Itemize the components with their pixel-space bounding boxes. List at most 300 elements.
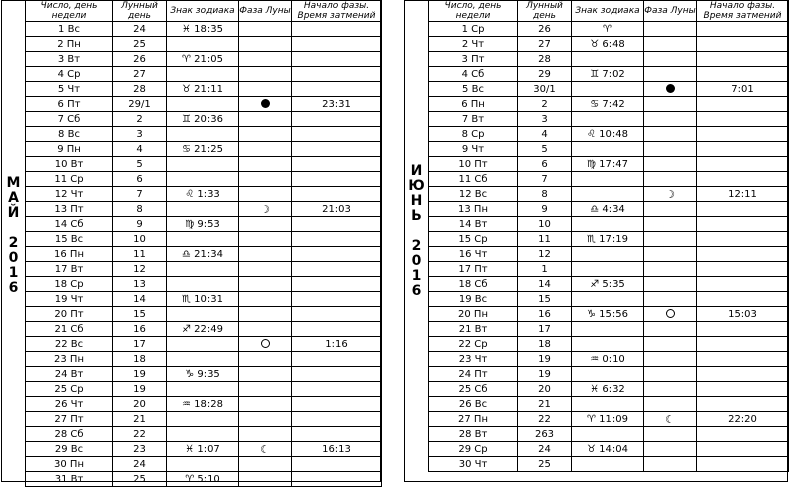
header-phase-start: Начало фазы. Время затмений [292,0,382,22]
zodiac-cell: ♑ 9:35 [167,367,239,382]
june-calendar-panel [404,0,788,482]
month-title-letter: 0 [411,253,422,269]
moon-phase-cell [644,382,697,397]
zodiac-cell [167,172,239,187]
date-cell: 31 Вт [26,472,113,487]
zodiac-cell: ♈ [572,22,644,37]
moon-phase-cell [644,247,697,262]
june-header-row [429,0,789,22]
zodiac-cell: ♒ 18:28 [167,397,239,412]
zodiac-cell: ♍ 9:53 [167,217,239,232]
lunar-day-cell: 21 [113,412,167,427]
phase-time-cell [697,37,789,52]
moon-phase-cell [644,112,697,127]
zodiac-cell: ♉ 6:48 [572,37,644,52]
date-cell: 27 Пн [429,412,518,427]
moon-phase-cell [239,187,292,202]
moon-phase-cell [239,472,292,487]
table-row [26,82,382,97]
phase-time-cell [697,262,789,277]
zodiac-cell [167,277,239,292]
zodiac-cell [572,142,644,157]
lunar-day-cell: 19 [113,367,167,382]
lunar-day-cell: 27 [113,67,167,82]
lunar-day-cell: 17 [113,337,167,352]
header-moon-phase: Фаза Луны [239,0,292,22]
month-title-letter: Ю [408,178,425,194]
date-cell: 7 Вт [429,112,518,127]
zodiac-cell [572,112,644,127]
table-row [26,97,382,112]
date-cell: 26 Чт [26,397,113,412]
lunar-day-cell: 21 [518,397,572,412]
table-row [429,382,789,397]
table-row [429,217,789,232]
date-cell: 16 Чт [429,247,518,262]
lunar-day-cell: 8 [113,202,167,217]
table-row [26,262,382,277]
date-cell: 5 Чт [26,82,113,97]
zodiac-cell: ♏ 10:31 [167,292,239,307]
zodiac-cell: ♈ 5:10 [167,472,239,487]
phase-time-cell [292,457,382,472]
lunar-day-cell: 7 [518,172,572,187]
lunar-day-cell: 3 [113,127,167,142]
phase-time-cell [697,232,789,247]
phase-time-cell [292,112,382,127]
date-cell: 19 Чт [26,292,113,307]
lunar-day-cell: 27 [518,37,572,52]
table-row [26,142,382,157]
date-cell: 14 Сб [26,217,113,232]
lunar-day-cell: 24 [518,442,572,457]
zodiac-cell [167,427,239,442]
moon-phase-cell [644,322,697,337]
moon-phase-cell [239,97,292,112]
zodiac-cell [572,82,644,97]
zodiac-cell: ♊ 7:02 [572,67,644,82]
moon-phase-cell [644,67,697,82]
lunar-day-cell: 30/1 [518,82,572,97]
lunar-day-cell: 11 [113,247,167,262]
lunar-day-cell: 12 [113,262,167,277]
header-lunar-day: Лунный день [113,0,167,22]
date-cell: 22 Ср [429,337,518,352]
phase-time-cell [697,292,789,307]
phase-time-cell [292,247,382,262]
table-row [429,367,789,382]
lunar-day-cell: 9 [518,202,572,217]
lunar-day-cell: 20 [113,397,167,412]
date-cell: 9 Пн [26,142,113,157]
moon-phase-cell [644,217,697,232]
zodiac-cell [167,352,239,367]
month-title-letter: 1 [8,265,19,281]
table-row [429,37,789,52]
moon-phase-cell [239,22,292,37]
date-cell: 23 Пн [26,352,113,367]
zodiac-cell [572,262,644,277]
moon-phase-cell [239,322,292,337]
moon-phase-cell [644,352,697,367]
zodiac-cell: ♋ 7:42 [572,97,644,112]
month-title-letter: М [6,175,21,191]
zodiac-cell [167,127,239,142]
month-title-letter: 6 [411,283,422,299]
moon-phase-cell [644,262,697,277]
lunar-day-cell: 22 [113,427,167,442]
phase-time-cell [697,337,789,352]
date-cell: 21 Сб [26,322,113,337]
month-title-letter: А [8,190,19,206]
date-cell: 2 Пн [26,37,113,52]
moon-phase-cell [239,202,292,217]
moon-phase-cell [239,172,292,187]
date-cell: 3 Вт [26,52,113,67]
moon-phase-cell [644,187,697,202]
date-cell: 4 Ср [26,67,113,82]
month-title-letter: И [410,163,423,179]
phase-time-cell [292,232,382,247]
phase-time-cell [697,247,789,262]
phase-time-cell [697,367,789,382]
lunar-day-cell: 14 [518,277,572,292]
table-row [429,262,789,277]
zodiac-cell [167,457,239,472]
date-cell: 20 Пн [429,307,518,322]
table-row [26,382,382,397]
phase-time-cell [697,172,789,187]
zodiac-cell: ♉ 14:04 [572,442,644,457]
table-row [26,412,382,427]
table-row [26,37,382,52]
date-cell: 23 Чт [429,352,518,367]
date-cell: 22 Вс [26,337,113,352]
lunar-day-cell: 20 [518,382,572,397]
table-row [429,67,789,82]
phase-time-cell: 12:11 [697,187,789,202]
moon-phase-cell [239,367,292,382]
date-cell: 12 Чт [26,187,113,202]
phase-time-cell: 16:13 [292,442,382,457]
table-row [26,217,382,232]
table-row [429,172,789,187]
lunar-day-cell: 2 [113,112,167,127]
table-row [26,322,382,337]
zodiac-cell [167,202,239,217]
zodiac-cell: ♓ 1:07 [167,442,239,457]
zodiac-cell [167,337,239,352]
date-cell: 29 Вс [26,442,113,457]
lunar-day-cell: 10 [113,232,167,247]
moon-phase-cell [239,142,292,157]
phase-time-cell [697,127,789,142]
header-zodiac: Знак зодиака [167,0,239,22]
phase-time-cell [697,427,789,442]
date-cell: 7 Сб [26,112,113,127]
phase-time-cell [697,112,789,127]
moon-phase-cell [239,307,292,322]
table-row [429,352,789,367]
phase-time-cell [292,172,382,187]
date-cell: 1 Вс [26,22,113,37]
date-cell: 27 Пт [26,412,113,427]
date-cell: 6 Пн [429,97,518,112]
moon-phase-cell [239,247,292,262]
lunar-day-cell: 19 [113,382,167,397]
table-row [429,142,789,157]
new-moon-icon [261,99,270,108]
table-row [429,442,789,457]
zodiac-cell [167,37,239,52]
date-cell: 3 Пт [429,52,518,67]
date-cell: 21 Вт [429,322,518,337]
date-cell: 10 Пт [429,157,518,172]
date-cell: 29 Ср [429,442,518,457]
new-moon-icon [666,84,675,93]
moon-phase-cell [239,337,292,352]
phase-time-cell [292,52,382,67]
month-title-letter: Ь [411,208,422,224]
lunar-day-cell: 25 [518,457,572,472]
moon-phase-cell [239,412,292,427]
lunar-day-cell: 18 [113,352,167,367]
phase-time-cell [292,472,382,487]
last-quarter-moon-icon: ☾ [260,442,270,456]
lunar-day-cell: 9 [113,217,167,232]
header-zodiac: Знак зодиака [572,0,644,22]
moon-phase-cell [644,232,697,247]
zodiac-cell [167,97,239,112]
header-date-day: Число, день недели [26,0,113,22]
moon-phase-cell [239,382,292,397]
may-month-title [1,176,26,296]
date-cell: 5 Вс [429,82,518,97]
table-row [429,127,789,142]
table-row [26,172,382,187]
date-cell: 15 Ср [429,232,518,247]
lunar-day-cell: 13 [113,277,167,292]
phase-time-cell [292,82,382,97]
date-cell: 30 Чт [429,457,518,472]
date-cell: 25 Ср [26,382,113,397]
phase-time-cell [697,322,789,337]
table-row [26,427,382,442]
zodiac-cell: ♒ 0:10 [572,352,644,367]
date-cell: 10 Вт [26,157,113,172]
moon-phase-cell [644,307,697,322]
lunar-day-cell: 19 [518,367,572,382]
phase-time-cell [292,382,382,397]
lunar-day-cell: 3 [518,112,572,127]
zodiac-cell [167,262,239,277]
zodiac-cell [167,67,239,82]
table-row [26,52,382,67]
moon-phase-cell [644,52,697,67]
date-cell: 19 Вс [429,292,518,307]
date-cell: 25 Сб [429,382,518,397]
phase-time-cell [292,352,382,367]
lunar-day-cell: 15 [518,292,572,307]
header-phase-start: Начало фазы. Время затмений [697,0,789,22]
date-cell: 15 Вс [26,232,113,247]
month-title-letter: 0 [8,250,19,266]
phase-time-cell [697,22,789,37]
zodiac-cell [167,412,239,427]
zodiac-cell [572,52,644,67]
phase-time-cell [697,277,789,292]
table-row [26,247,382,262]
zodiac-cell: ♈ 11:09 [572,412,644,427]
moon-phase-cell [239,157,292,172]
date-cell: 11 Ср [26,172,113,187]
phase-time-cell [292,67,382,82]
moon-phase-cell [644,442,697,457]
lunar-day-cell: 18 [518,337,572,352]
table-row [429,202,789,217]
phase-time-cell [697,457,789,472]
phase-time-cell [292,157,382,172]
table-row [429,412,789,427]
lunar-day-cell: 14 [113,292,167,307]
moon-phase-cell [239,232,292,247]
zodiac-cell: ♎ 21:34 [167,247,239,262]
month-title-letter [1,221,26,236]
lunar-day-cell: 24 [113,22,167,37]
header-moon-phase: Фаза Луны [644,0,697,22]
moon-phase-cell [644,97,697,112]
moon-phase-cell [644,127,697,142]
table-row [429,187,789,202]
full-moon-icon [666,309,675,318]
full-moon-icon [261,339,270,348]
zodiac-cell: ♌ 1:33 [167,187,239,202]
table-row [26,397,382,412]
lunar-day-cell: 16 [518,307,572,322]
table-row [429,307,789,322]
june-month-title [404,164,429,299]
lunar-day-cell: 28 [518,52,572,67]
moon-phase-cell [644,397,697,412]
june-table [428,0,789,472]
date-cell: 16 Пн [26,247,113,262]
moon-phase-cell [239,67,292,82]
june-table-body [429,22,789,472]
table-row [26,67,382,82]
phase-time-cell: 22:20 [697,412,789,427]
date-cell: 6 Пт [26,97,113,112]
zodiac-cell: ♉ 21:11 [167,82,239,97]
zodiac-cell [572,427,644,442]
date-cell: 26 Вс [429,397,518,412]
moon-phase-cell [239,457,292,472]
phase-time-cell [292,412,382,427]
zodiac-cell: ♋ 21:25 [167,142,239,157]
date-cell: 28 Сб [26,427,113,442]
lunar-day-cell: 15 [113,307,167,322]
date-cell: 18 Ср [26,277,113,292]
moon-phase-cell [644,172,697,187]
phase-time-cell: 15:03 [697,307,789,322]
header-date-day: Число, день недели [429,0,518,22]
table-row [429,322,789,337]
table-row [429,97,789,112]
table-row [429,22,789,37]
zodiac-cell [572,457,644,472]
phase-time-cell [697,397,789,412]
lunar-day-cell: 24 [113,457,167,472]
table-row [429,82,789,97]
date-cell: 13 Пн [429,202,518,217]
date-cell: 17 Вт [26,262,113,277]
moon-phase-cell [239,52,292,67]
date-cell: 24 Пт [429,367,518,382]
date-cell: 8 Ср [429,127,518,142]
zodiac-cell [167,157,239,172]
table-row [26,22,382,37]
moon-phase-cell [644,337,697,352]
table-row [429,427,789,442]
zodiac-cell [572,322,644,337]
moon-phase-cell [644,427,697,442]
lunar-day-cell: 19 [518,352,572,367]
zodiac-cell [572,187,644,202]
zodiac-cell [572,367,644,382]
zodiac-cell [572,217,644,232]
lunar-day-cell: 4 [518,127,572,142]
first-quarter-moon-icon: ☽ [665,187,675,201]
table-row [429,337,789,352]
zodiac-cell: ♓ 18:35 [167,22,239,37]
moon-phase-cell [239,112,292,127]
date-cell: 30 Пн [26,457,113,472]
phase-time-cell [697,202,789,217]
date-cell: 28 Вт [429,427,518,442]
moon-phase-cell [239,217,292,232]
phase-time-cell [292,307,382,322]
moon-phase-cell [644,292,697,307]
lunar-day-cell: 8 [518,187,572,202]
zodiac-cell: ♊ 20:36 [167,112,239,127]
month-title-letter: 2 [8,235,19,251]
zodiac-cell [167,307,239,322]
moon-phase-cell [239,442,292,457]
month-title-letter: Н [410,193,423,209]
phase-time-cell [292,127,382,142]
table-row [26,157,382,172]
moon-phase-cell [644,37,697,52]
phase-time-cell: 7:01 [697,82,789,97]
phase-time-cell [697,52,789,67]
phase-time-cell: 21:03 [292,202,382,217]
phase-time-cell [697,442,789,457]
lunar-day-cell: 2 [518,97,572,112]
moon-phase-cell [644,22,697,37]
moon-phase-cell [644,457,697,472]
lunar-day-cell: 25 [113,472,167,487]
lunar-day-cell: 23 [113,442,167,457]
date-cell: 17 Пт [429,262,518,277]
month-title-letter: Й [7,205,20,221]
moon-phase-cell [239,82,292,97]
moon-phase-cell [239,277,292,292]
date-cell: 24 Вт [26,367,113,382]
table-row [26,472,382,487]
phase-time-cell [292,217,382,232]
zodiac-cell: ♑ 15:56 [572,307,644,322]
zodiac-cell [572,292,644,307]
date-cell: 9 Чт [429,142,518,157]
